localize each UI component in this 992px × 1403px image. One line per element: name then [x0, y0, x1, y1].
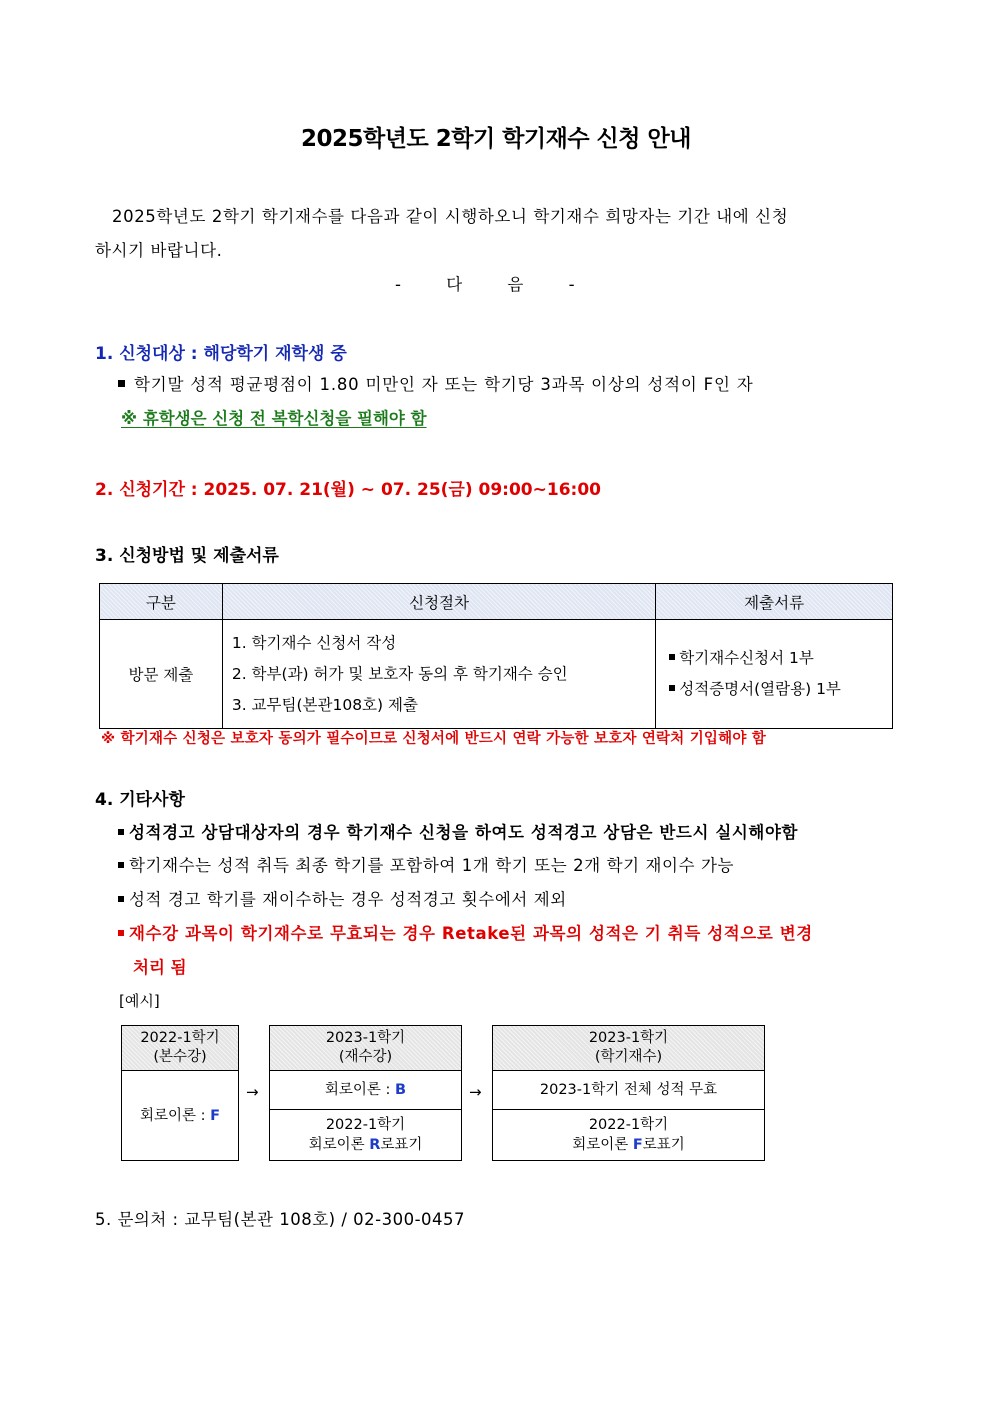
- table-cell-procedure: [222, 620, 655, 729]
- table-cell-documents: [656, 620, 893, 729]
- section4-item-text: 성적 경고 학기를 재이수하는 경우 성적경고 횟수에서 제외: [129, 890, 567, 909]
- section1-heading: 1. 신청대상 : 해당학기 재학생 중: [95, 344, 347, 364]
- section4-item: [118, 886, 567, 910]
- square-bullet-icon: [669, 685, 675, 691]
- example-mark-text: 로표기: [642, 1137, 685, 1153]
- example-grade: B: [395, 1082, 407, 1098]
- example-box-header: [270, 1026, 461, 1071]
- square-bullet-icon: [118, 862, 124, 868]
- section4-item-continuation: 처리 됨: [133, 958, 187, 977]
- section1-note: ※ 휴학생은 신청 전 복학신청을 필해야 함: [121, 409, 427, 428]
- square-bullet-icon: [669, 654, 675, 660]
- example-semester: 2023-1학기: [588, 1030, 669, 1046]
- example-type: (학기재수): [594, 1049, 663, 1065]
- example-grade: F: [632, 1137, 643, 1153]
- table-header-row: [100, 584, 893, 620]
- section4-item: [118, 920, 813, 944]
- square-bullet-icon: [118, 829, 124, 835]
- example-semester: 2023-1학기: [325, 1030, 406, 1046]
- table-header-category: 구분: [100, 584, 223, 620]
- section4-heading: 4. 기타사항: [95, 790, 185, 810]
- daeum-label: - 다 음 -: [395, 275, 575, 294]
- section1-item: [118, 371, 754, 395]
- intro-line-2: 하시기 바랍니다.: [95, 241, 223, 260]
- square-bullet-icon: [118, 380, 125, 387]
- example-course: 회로이론: [572, 1137, 633, 1153]
- example-cell: [493, 1071, 764, 1110]
- example-course: 회로이론 :: [139, 1107, 211, 1124]
- example-type: (재수강): [338, 1049, 393, 1065]
- intro-line-1: 2025학년도 2학기 학기재수를 다음과 같이 시행하오니 학기재수 희망자는 기간 내에 신청: [112, 207, 789, 226]
- arrow-right-icon: →: [246, 1083, 259, 1101]
- example-type: (본수강): [153, 1049, 207, 1065]
- table-row: [100, 620, 893, 729]
- example-box-header: [122, 1026, 238, 1071]
- table-note: ※ 학기재수 신청은 보호자 동의가 필수이므로 신청서에 반드시 연락 가능한 보호자 연락처 기입해야 함: [101, 731, 767, 747]
- example-cell: [270, 1110, 461, 1160]
- page-title: 2025학년도 2학기 학기재수 신청 안내: [301, 126, 691, 152]
- example-semester: 2022-1학기: [588, 1117, 669, 1133]
- example-grade: F: [210, 1107, 221, 1124]
- section4-item-text: 학기재수는 성적 취득 최종 학기를 포함하여 1개 학기 또는 2개 학기 재이수 가능: [129, 856, 735, 875]
- document-item-text: 성적증명서(열람용) 1부: [679, 680, 841, 698]
- procedure-step: 2. 학부(과) 허가 및 보호자 동의 후 학기재수 승인: [231, 664, 568, 683]
- section2-heading: 2. 신청기간 : 2025. 07. 21(월) ~ 07. 25(금) 09:00~16:00: [95, 480, 601, 500]
- document-item: [657, 643, 891, 674]
- procedure-step: 1. 학기재수 신청서 작성: [231, 633, 397, 652]
- section4-item: [118, 852, 734, 876]
- square-bullet-icon: [118, 930, 124, 936]
- example-grade: R: [369, 1137, 381, 1153]
- section4-item-text: 재수강 과목이 학기재수로 무효되는 경우 Retake된 과목의 성적은 기 취득 성적으로 변경: [129, 924, 813, 943]
- square-bullet-icon: [118, 896, 124, 902]
- example-result: 2023-1학기 전체 성적 무효: [539, 1082, 718, 1098]
- example-mark-text: 로표기: [380, 1137, 423, 1153]
- document-item-text: 학기재수신청서 1부: [679, 649, 814, 667]
- example-course: 회로이론 :: [324, 1082, 396, 1098]
- example-box-original: [121, 1025, 239, 1161]
- procedure-step: 3. 교무팀(본관108호) 제출: [231, 695, 418, 714]
- section4-item: [118, 819, 798, 843]
- table-cell-category: 방문 제출: [100, 620, 223, 729]
- example-cell: [122, 1071, 238, 1160]
- example-box-header: [493, 1026, 764, 1071]
- section1-item-text: 학기말 성적 평균평점이 1.80 미만인 자 또는 학기당 3과목 이상의 성적이 F인 자: [134, 375, 754, 394]
- contact-info: 5. 문의처 : 교무팀(본관 108호) / 02-300-0457: [95, 1210, 466, 1229]
- example-box-semester-retake: [492, 1025, 765, 1161]
- section3-heading: 3. 신청방법 및 제출서류: [95, 546, 279, 566]
- example-label: [예시]: [119, 992, 160, 1010]
- section4-item-text: 성적경고 상담대상자의 경우 학기재수 신청을 하여도 성적경고 상담은 반드시 실시해야함: [129, 823, 799, 842]
- application-table: [99, 583, 893, 729]
- example-semester: 2022-1학기: [325, 1117, 406, 1133]
- example-course: 회로이론: [308, 1137, 370, 1153]
- table-header-procedure: 신청절차: [222, 584, 655, 620]
- example-cell: [270, 1071, 461, 1110]
- example-cell: [493, 1110, 764, 1160]
- arrow-right-icon: →: [469, 1083, 482, 1101]
- example-box-retake: [269, 1025, 462, 1161]
- document-item: [657, 674, 891, 705]
- example-semester: 2022-1학기: [140, 1030, 220, 1046]
- table-header-documents: 제출서류: [656, 584, 893, 620]
